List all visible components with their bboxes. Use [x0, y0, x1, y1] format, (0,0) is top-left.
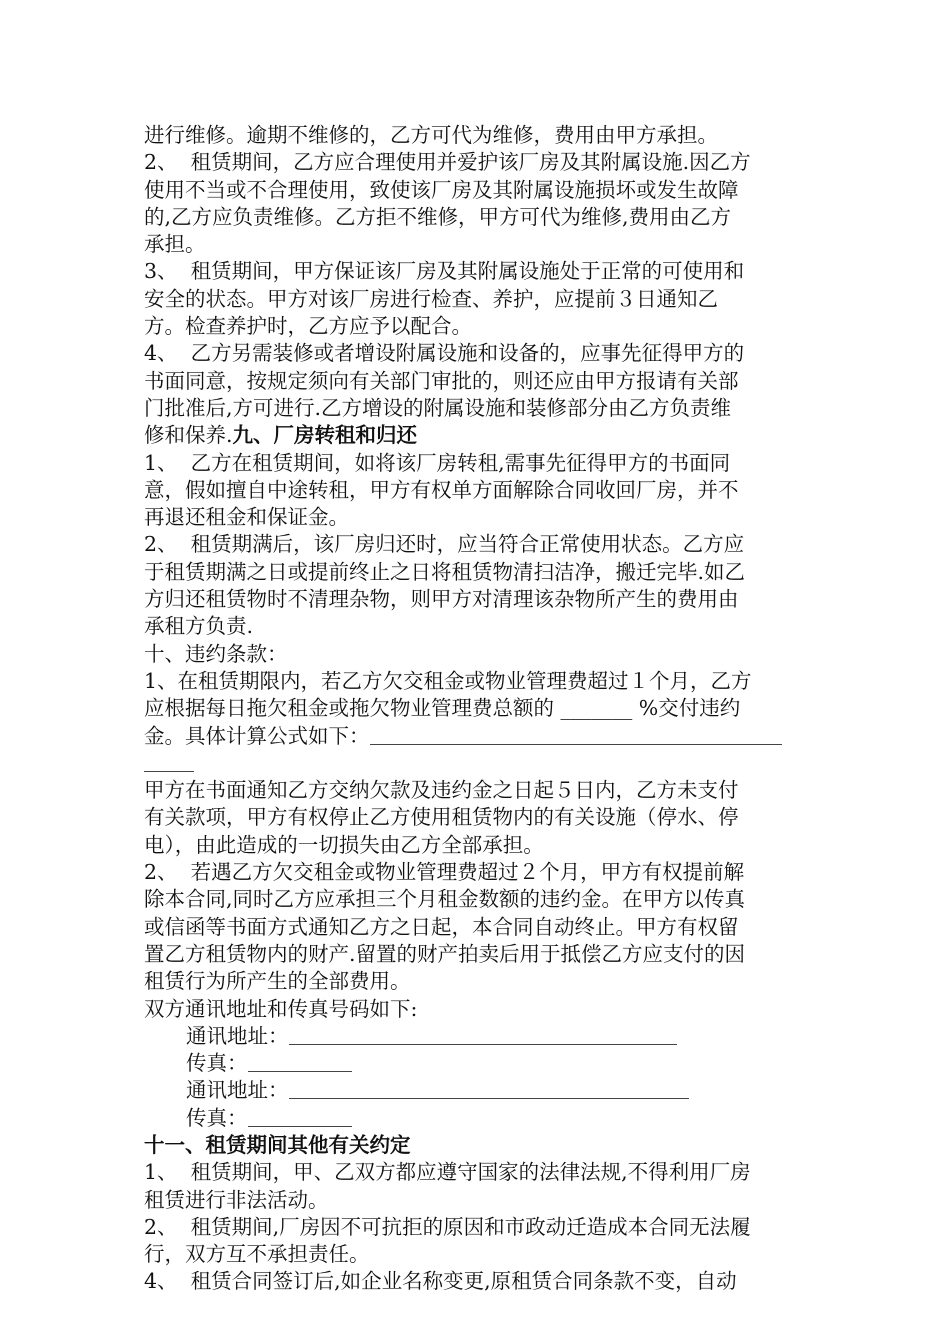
- line-text: 传真：: [186, 1105, 248, 1130]
- text-line: [144, 368, 806, 395]
- line-text: 2、 租赁期满后，该厂房归还时，应当符合正常使用状态。乙方应: [144, 532, 745, 557]
- line-text: 除本合同,同时乙方应承担三个月租金数额的违约金。在甲方以传真: [144, 887, 746, 912]
- text-line: [144, 1268, 806, 1295]
- line-text: 承担。: [144, 232, 206, 257]
- line-text: 租赁进行非法活动。: [144, 1187, 329, 1212]
- text-line: [144, 559, 806, 586]
- line-text: 3、 租赁期间，甲方保证该厂房及其附属设施处于正常的可使用和: [144, 259, 745, 284]
- text-line: [144, 340, 806, 367]
- text-line: [144, 258, 806, 285]
- text-line: [144, 1187, 806, 1214]
- line-text: 1、 租赁期间，甲、乙双方都应遵守国家的法律法规,不得利用厂房: [144, 1160, 751, 1185]
- text-line: [144, 723, 806, 750]
- line-text: 行，双方互不承担责任。: [144, 1242, 370, 1267]
- text-line: [144, 531, 806, 558]
- text-line: [144, 477, 806, 504]
- text-line: [144, 832, 806, 859]
- text-line: [144, 914, 806, 941]
- line-text: 使用不当或不合理使用，致使该厂房及其附属设施损坏或发生故障: [144, 177, 739, 202]
- line-text: 门批准后,方可进行.乙方增设的附属设施和装修部分由乙方负责维: [144, 395, 732, 420]
- line-text: 十、违约条款：: [144, 641, 288, 666]
- line-text: 通讯地址：: [186, 1078, 289, 1103]
- section-heading: 九、厂房转租和归还: [232, 423, 418, 448]
- line-text: 有关款项，甲方有权停止乙方使用租赁物内的有关设施（停水、停: [144, 805, 739, 830]
- text-line: [144, 231, 806, 258]
- line-text: 的,乙方应负责维修。乙方拒不维修，甲方可代为维修,费用由乙方: [144, 204, 732, 229]
- line-text: 修和保养.: [144, 423, 233, 448]
- text-line: [144, 122, 806, 149]
- text-line: [144, 1132, 806, 1159]
- text-line: [144, 586, 806, 613]
- line-text: 十一、租赁期间其他有关约定: [144, 1132, 411, 1157]
- text-line: [144, 641, 806, 668]
- text-line: [144, 504, 806, 531]
- line-text: 双方通讯地址和传真号码如下:: [144, 996, 418, 1021]
- text-line: [144, 1077, 806, 1104]
- line-text: 金。具体计算公式如下：: [144, 723, 370, 748]
- line-text: 电），由此造成的一切损失由乙方全部承担。: [144, 832, 544, 857]
- line-text: 或信函等书面方式通知乙方之日起，本合同自动终止。甲方有权留: [144, 914, 739, 939]
- line-text: 置乙方租赁物内的财产.留置的财产拍卖后用于抵偿乙方应支付的因: [144, 941, 746, 966]
- line-text: 甲方在书面通知乙方交纳欠款及违约金之日起５日内，乙方未支付: [144, 778, 739, 803]
- text-line: [144, 886, 806, 913]
- fill-in-blank-line: [289, 1024, 677, 1045]
- text-line: [144, 804, 806, 831]
- text-line: [144, 395, 806, 422]
- text-line: [144, 613, 806, 640]
- text-line: [144, 204, 806, 231]
- line-text: 再退还租金和保证金。: [144, 505, 349, 530]
- text-line: [144, 750, 806, 777]
- line-text: 于租赁期满之日或提前终止之日将租赁物清扫洁净，搬迁完毕.如乙: [144, 559, 746, 584]
- line-text: 4、 租赁合同签订后,如企业名称变更,原租赁合同条款不变，自动: [144, 1269, 737, 1294]
- text-line: [144, 177, 806, 204]
- text-line: [144, 1214, 806, 1241]
- line-text: 承租方负责.: [144, 614, 254, 639]
- text-line: [144, 1105, 806, 1132]
- fill-in-blank-line: [370, 724, 782, 745]
- text-line: [144, 1159, 806, 1186]
- line-text: 2、 租赁期间,厂房因不可抗拒的原因和市政动迁造成本合同无法履: [144, 1214, 751, 1239]
- line-text: 方。检查养护时，乙方应予以配合。: [144, 314, 472, 339]
- line-text: 4、 乙方另需装修或者增设附属设施和设备的，应事先征得甲方的: [144, 341, 745, 366]
- line-text: 方归还租赁物时不清理杂物，则甲方对清理该杂物所产生的费用由: [144, 587, 739, 612]
- fill-in-blank-line: [248, 1106, 352, 1127]
- line-text: 安全的状态。甲方对该厂房进行检查、养护，应提前３日通知乙: [144, 286, 718, 311]
- text-line: [144, 695, 806, 722]
- text-line: [144, 941, 806, 968]
- text-line: [144, 450, 806, 477]
- fill-in-blank-line: [144, 751, 194, 772]
- fill-in-blank-line: [289, 1078, 689, 1099]
- line-text: 租赁行为所产生的全部费用。: [144, 969, 411, 994]
- text-line: [144, 1241, 806, 1268]
- line-text: 书面同意，按规定须向有关部门审批的，则还应由甲方报请有关部: [144, 368, 739, 393]
- line-text: 1、在租赁期限内，若乙方欠交租金或物业管理费超过１个月，乙方: [144, 668, 752, 693]
- text-line: [144, 996, 806, 1023]
- document-page: [144, 122, 806, 1296]
- line-text: 1、 乙方在租赁期间，如将该厂房转租,需事先征得甲方的书面同: [144, 450, 731, 475]
- text-line: [144, 286, 806, 313]
- text-line: [144, 422, 806, 449]
- line-text: 2、 若遇乙方欠交租金或物业管理费超过２个月，甲方有权提前解: [144, 860, 745, 885]
- text-line: [144, 777, 806, 804]
- line-text: 2、 租赁期间，乙方应合理使用并爱护该厂房及其附属设施.因乙方: [144, 150, 751, 175]
- text-line: [144, 968, 806, 995]
- text-line: [144, 668, 806, 695]
- text-line: [144, 859, 806, 886]
- line-text: 通讯地址：: [186, 1023, 289, 1048]
- line-text: 传真：: [186, 1051, 248, 1076]
- text-line: [144, 1050, 806, 1077]
- line-text: 进行维修。逾期不维修的，乙方可代为维修，费用由甲方承担。: [144, 123, 718, 147]
- line-text: 应根据每日拖欠租金或拖欠物业管理费总额的 _______ %交付违约: [144, 696, 741, 721]
- fill-in-blank-line: [248, 1051, 352, 1072]
- text-line: [144, 313, 806, 340]
- line-text: 意，假如擅自中途转租，甲方有权单方面解除合同收回厂房，并不: [144, 477, 739, 502]
- text-line: [144, 1023, 806, 1050]
- text-line: [144, 149, 806, 176]
